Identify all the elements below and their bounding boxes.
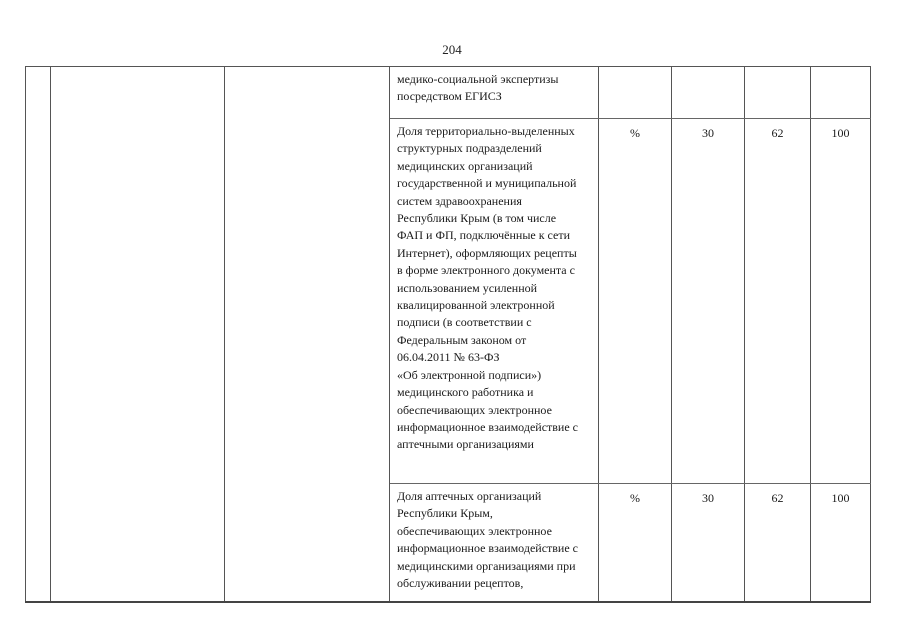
indicator-line: Доля аптечных организаций [397,489,542,503]
unit-cell: % [599,484,672,602]
indicator-line: посредством ЕГИСЗ [397,89,502,104]
indicator-line: использованием усиленной [397,280,538,295]
indicator-line: медицинских организаций [397,158,533,173]
indicator-line: медицинскими организациями при [397,558,576,573]
indicator-line: Интернет), оформляющих рецепты [397,245,577,260]
value-cell-2: 62 [745,484,811,602]
indicator-line: систем здравоохранения [397,193,522,208]
indicator-cell [390,119,599,484]
indicator-cell [390,67,599,119]
indicator-line: Федеральным законом от [397,332,527,347]
indicator-line: медицинского работника и [397,385,534,400]
unit-cell [599,67,672,119]
indicator-line: обеспечивающих электронное [397,402,552,417]
indicator-table [25,66,871,603]
indicator-line: обслуживании рецептов, [397,576,524,591]
indicator-line: Республики Крым, [397,506,493,521]
unit-cell: % [599,119,672,484]
indicator-line: квалицированной электронной [397,298,555,313]
table-row [26,67,871,119]
value-cell-2: 62 [745,119,811,484]
value-cell-2 [745,67,811,119]
indicator-line: структурных подразделений [397,141,542,156]
value-cell-1: 30 [672,119,745,484]
indicator-cell [390,484,599,602]
value-cell-1 [672,67,745,119]
indicator-line: Республики Крым (в том числе [397,211,557,226]
indicator-line: в форме электронного документа с [397,263,575,278]
indicator-line: информационное взаимодействие с [397,541,579,556]
empty-cell-col1 [26,67,51,602]
indicator-line: информационное взаимодействие с [397,419,579,434]
indicator-line: «Об электронной подписи») [397,367,542,382]
empty-cell-col3 [225,67,390,602]
value-cell-3 [811,67,871,119]
empty-cell-col2 [51,67,225,602]
indicator-line: медико-социальной экспертизы [397,72,559,86]
indicator-line: ФАП и ФП, подключённые к сети [397,228,571,243]
indicator-line: Доля территориально-выделенных [397,124,575,138]
indicator-line: 06.04.2011 № 63-ФЗ [397,350,500,365]
document-table-container [25,66,871,603]
value-cell-1: 30 [672,484,745,602]
indicator-line: обеспечивающих электронное [397,523,552,538]
indicator-line: государственной и муниципальной [397,176,577,191]
indicator-line: аптечными организациями [397,437,534,452]
indicator-line: подписи (в соответствии с [397,315,532,330]
value-cell-3: 100 [811,484,871,602]
page-number: 204 [442,42,462,57]
value-cell-3: 100 [811,119,871,484]
